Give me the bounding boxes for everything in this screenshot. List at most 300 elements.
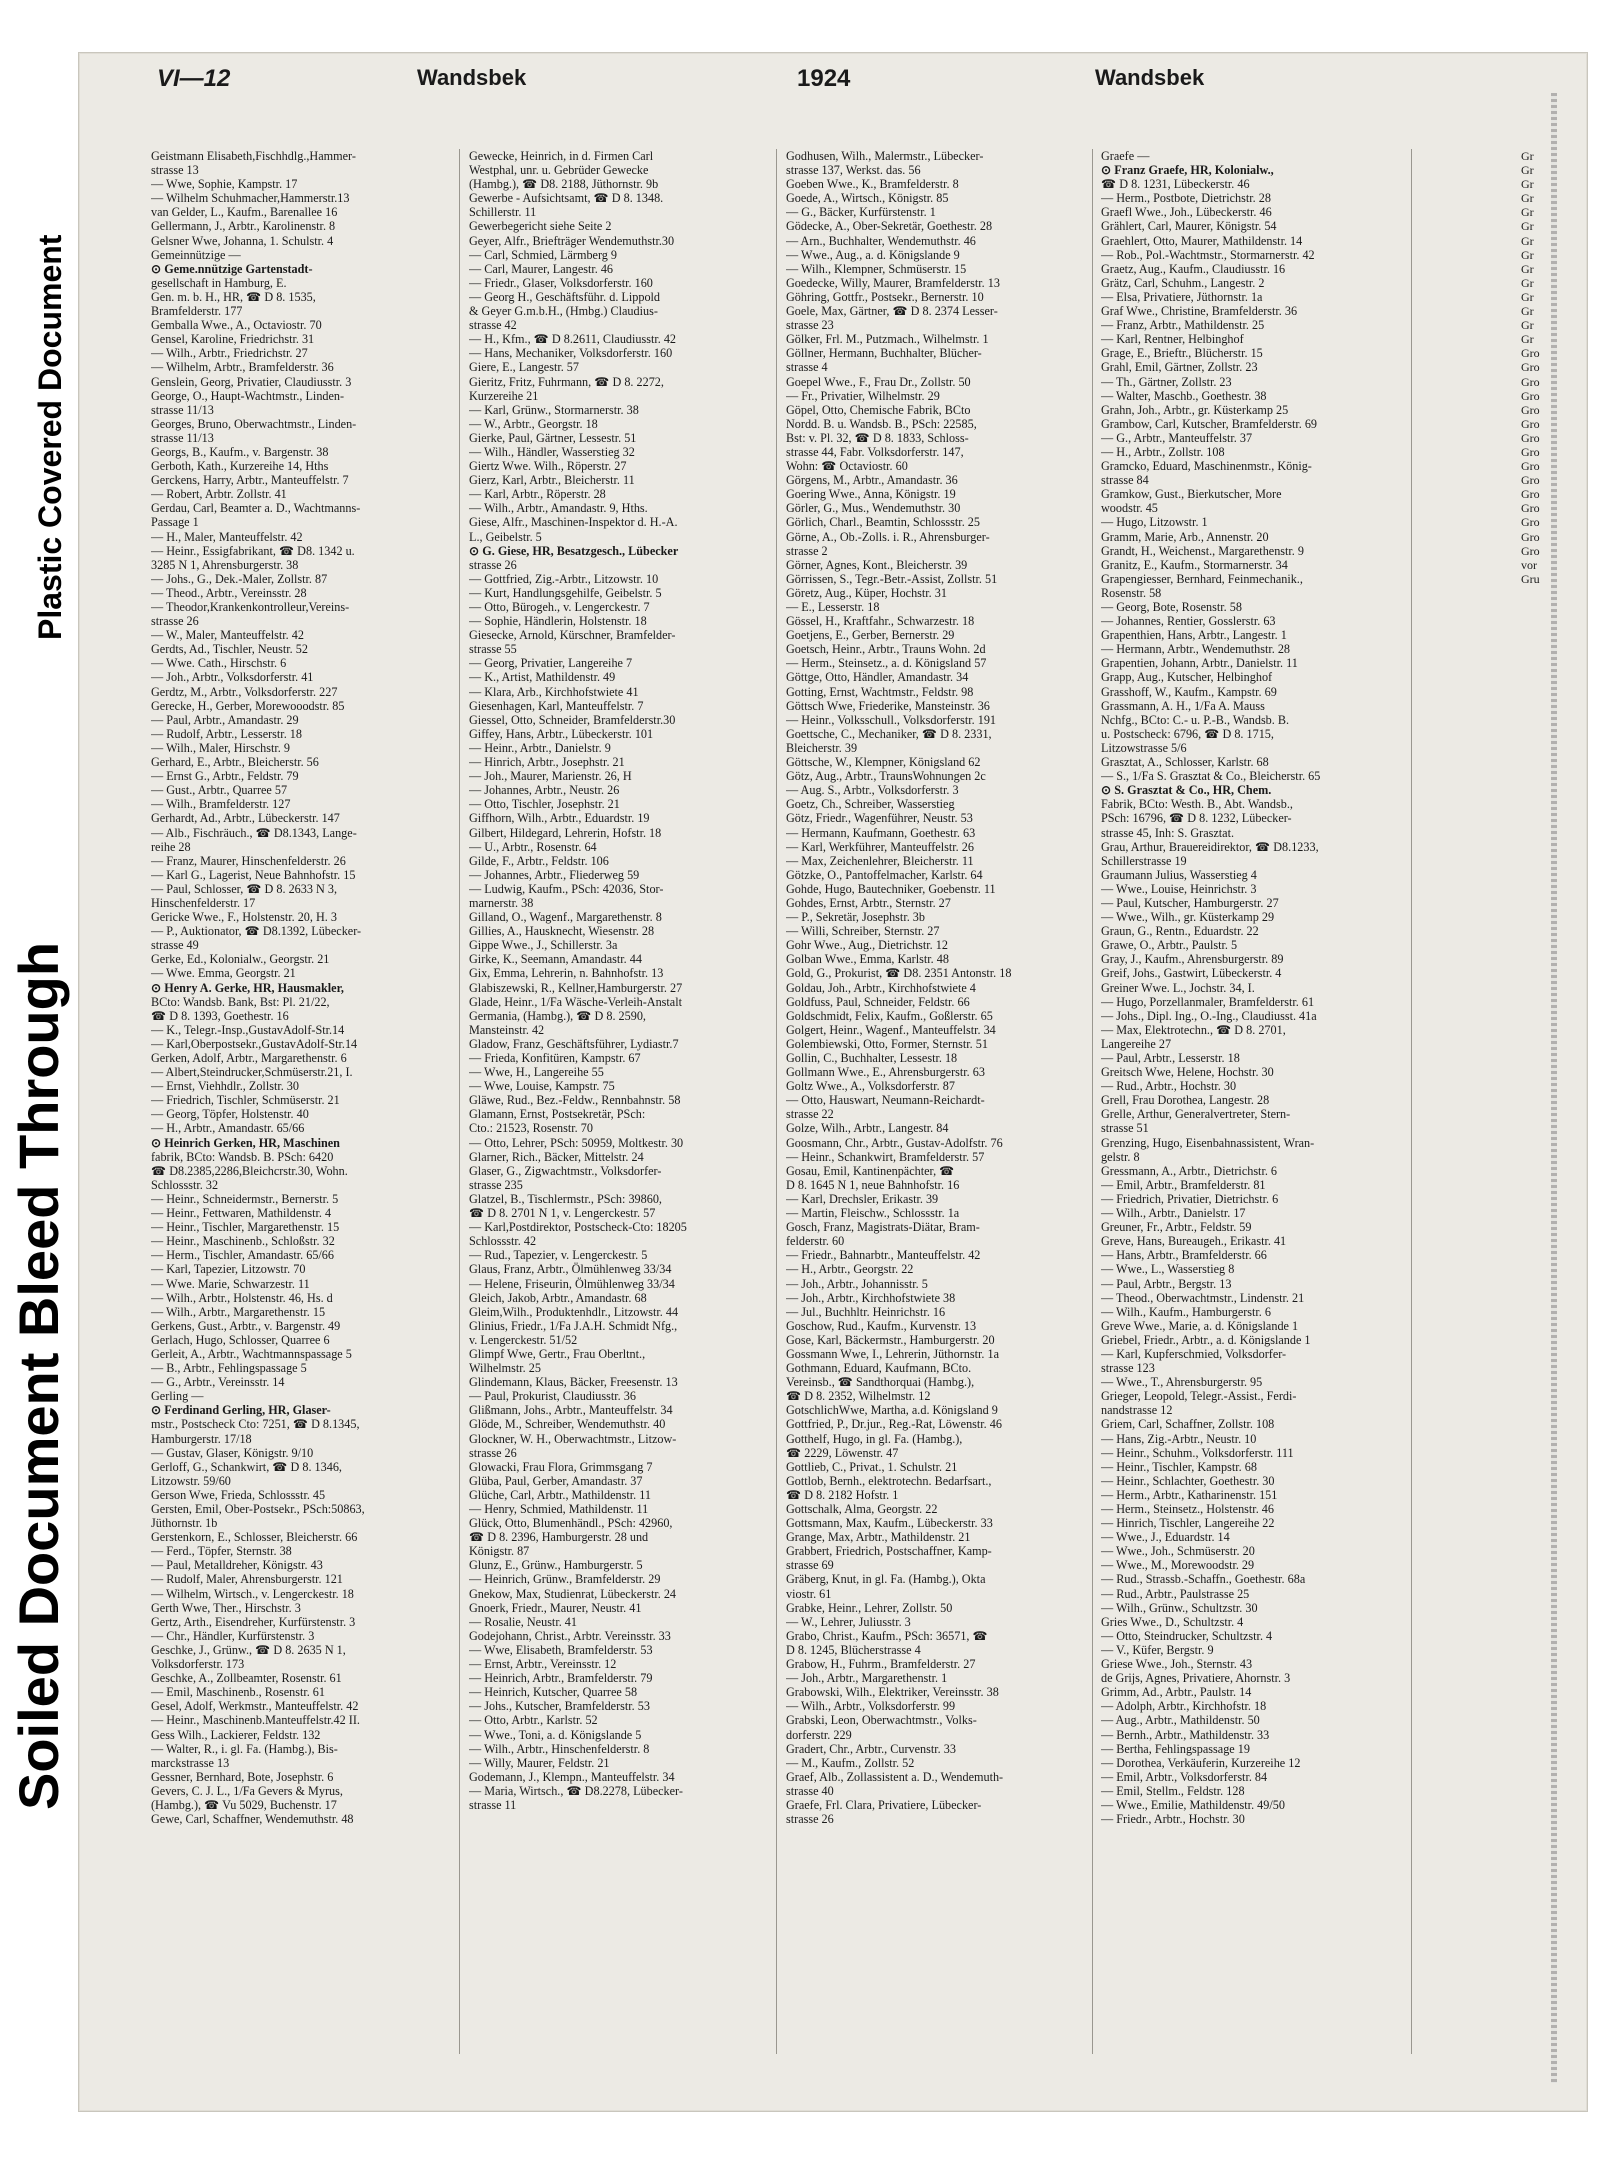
directory-entry-line: woodstr. 45 bbox=[1101, 501, 1158, 516]
directory-entry-line: — Wwe. Marie, Schwarzestr. 11 bbox=[151, 1276, 310, 1291]
directory-entry-line: — Wilh., Arbtr., Volksdorferstr. 99 bbox=[786, 1699, 956, 1714]
directory-entry-line: — Franz, Maurer, Hinschenfelderstr. 26 bbox=[151, 853, 346, 868]
directory-entry-line: — Henry, Schmied, Mathildenstr. 11 bbox=[469, 1502, 649, 1516]
directory-entry-line: Grabo, Christ., Kaufm., PSch: 36571, ☎ bbox=[786, 1628, 988, 1643]
directory-entry-line: — Adolph, Arbtr., Kirchhofstr. 18 bbox=[1101, 1699, 1267, 1714]
directory-entry-line: Glade, Heinr., 1/Fa Wäsche-Verleih-Anstalt bbox=[469, 994, 682, 1009]
directory-entry-line: Glöde, M., Schreiber, Wendemuthstr. 40 bbox=[469, 1417, 666, 1432]
directory-entry-line: ☎ D 8. 1231, Lübeckerstr. 46 bbox=[1101, 177, 1250, 192]
directory-entry-line: — Hinrich, Tischler, Langereihe 22 bbox=[1101, 1516, 1275, 1531]
directory-entry-line: — Heinr., Schuhm., Volksdorferstr. 111 bbox=[1101, 1445, 1294, 1460]
directory-entry-line: Gnoerk, Friedr., Maurer, Neustr. 41 bbox=[469, 1600, 642, 1615]
directory-entry-line: — Heinr., Maschinenb.Manteuffelstr.42 II. bbox=[151, 1713, 360, 1728]
directory-entry-line: Gieritz, Fritz, Fuhrmann, ☎ D 8. 2272, bbox=[469, 374, 664, 389]
directory-entry-line: — Georg, Töpfer, Holstenstr. 40 bbox=[151, 1107, 309, 1122]
directory-entry-line: (Hambg.), ☎ D8. 2188, Jüthornstr. 9b bbox=[469, 177, 659, 192]
directory-entry-line: — Heinr., Schlachter, Goethestr. 30 bbox=[1101, 1473, 1275, 1488]
directory-entry-line: strasse 44, Fabr. Volksdorferstr. 147, bbox=[786, 444, 964, 459]
directory-entry-line: — Wwe., Emilie, Mathildenstr. 49/50 bbox=[1101, 1797, 1285, 1812]
directory-entry-line: Glüba, Paul, Gerber, Amandastr. 37 bbox=[469, 1473, 643, 1488]
directory-entry-line: Gohdes, Ernst, Arbtr., Sternstr. 27 bbox=[786, 895, 951, 910]
directory-entry-line: Gelsner Wwe, Johanna, 1. Schulstr. 4 bbox=[151, 233, 334, 248]
directory-entry-line: Goele, Max, Gärtner, ☎ D 8. 2374 Lesser- bbox=[786, 304, 998, 319]
directory-entry-line: — Wwe, H., Langereihe 55 bbox=[469, 1065, 604, 1080]
directory-entry-line: Golze, Wilh., Arbtr., Langestr. 84 bbox=[786, 1121, 949, 1136]
directory-entry-line: — Theod., Oberwachtmstr., Lindenstr. 21 bbox=[1101, 1290, 1305, 1305]
directory-entry-line: fabrik, BCto: Wandsb. B. PSch: 6420 bbox=[151, 1149, 334, 1164]
column-divider bbox=[1092, 149, 1093, 2054]
directory-entry-line: — Wilh., Maler, Hirschstr. 9 bbox=[151, 740, 290, 755]
directory-entry-line: Gr bbox=[1521, 205, 1534, 220]
directory-entry-line: — Joh., Arbtr., Margarethenstr. 1 bbox=[786, 1671, 948, 1686]
directory-entry-line: — Martin, Fleischw., Schlossstr. 1a bbox=[786, 1206, 960, 1221]
directory-column-1 bbox=[151, 149, 451, 1826]
directory-entry-line: viostr. 61 bbox=[786, 1586, 832, 1601]
column-divider bbox=[776, 149, 777, 2054]
directory-entry-line: — Heinr., Volksschull., Volksdorferstr. 191 bbox=[786, 712, 997, 727]
directory-entry-line: Graumann Julius, Wasserstieg 4 bbox=[1101, 867, 1257, 882]
directory-entry-line: Gr bbox=[1521, 233, 1534, 248]
directory-entry-line: Goldfuss, Paul, Schneider, Feldstr. 66 bbox=[786, 994, 970, 1009]
directory-entry-line: Gerdau, Carl, Beamter a. D., Wachtmanns- bbox=[151, 501, 361, 516]
directory-entry-line: Grabski, Leon, Oberwachtmstr., Volks- bbox=[786, 1713, 977, 1728]
directory-entry-line: D 8. 1645 N 1, neue Bahnhofstr. 16 bbox=[786, 1177, 960, 1192]
directory-entry-line: — Kurt, Handlungsgehilfe, Geibelstr. 5 bbox=[469, 585, 662, 600]
directory-entry-line: Gerth Wwe, Ther., Hirschstr. 3 bbox=[151, 1600, 301, 1615]
directory-entry-line: Gladow, Franz, Geschäftsführer, Lydiastr.7 bbox=[469, 1036, 679, 1051]
directory-column-4 bbox=[1101, 149, 1401, 1826]
directory-entry-line: — Bernh., Arbtr., Mathildenstr. 33 bbox=[1101, 1727, 1270, 1742]
directory-entry-line: — Herm., Steinsetz., Holstenstr. 46 bbox=[1101, 1502, 1274, 1516]
directory-entry-line: — Friedr., Bahnarbtr., Manteuffelstr. 42 bbox=[786, 1248, 981, 1263]
directory-entry-line: felderstr. 60 bbox=[786, 1234, 845, 1249]
directory-entry-line: — Wilhelm, Wirtsch., v. Lengerckestr. 18 bbox=[151, 1586, 354, 1601]
directory-entry-line: Gilbert, Hildegard, Lehrerin, Hofstr. 18 bbox=[469, 825, 662, 840]
directory-entry-line: Wilhelmstr. 25 bbox=[469, 1361, 541, 1376]
directory-entry-line: Bleicherstr. 39 bbox=[786, 740, 858, 755]
directory-entry-line: — Joh., Arbtr., Volksdorferstr. 41 bbox=[151, 670, 314, 685]
directory-entry-line: Kurzereihe 21 bbox=[469, 388, 539, 403]
directory-entry-line: Goetsch, Heinr., Arbtr., Trauns Wohn. 2d bbox=[786, 642, 986, 657]
directory-entry-line: Gess Wilh., Lackierer, Feldstr. 132 bbox=[151, 1727, 321, 1742]
directory-entry-line: — Heinr., Essigfabrikant, ☎ D8. 1342 u. bbox=[151, 543, 355, 558]
directory-entry-line: strasse 4 bbox=[786, 360, 828, 375]
directory-entry-line: — Karl G., Lagerist, Neue Bahnhofstr. 15 bbox=[151, 867, 356, 882]
directory-entry-line: Goettsche, C., Mechaniker, ☎ D 8. 2331, bbox=[786, 726, 992, 741]
directory-entry-line: strasse 40 bbox=[786, 1783, 834, 1798]
directory-entry-line: Gries Wwe., D., Schultzstr. 4 bbox=[1101, 1614, 1244, 1629]
directory-entry-line: Gottlieb, C., Privat., 1. Schulstr. 21 bbox=[786, 1459, 958, 1474]
directory-entry-line: Giessel, Otto, Schneider, Bramfelderstr.30 bbox=[469, 712, 676, 727]
directory-entry-line: Schillerstr. 11 bbox=[469, 205, 537, 220]
directory-entry-line: u. Postscheck: 6796, ☎ D 8. 1715, bbox=[1101, 726, 1274, 741]
directory-entry-line: Grage, E., Brieftr., Blücherstr. 15 bbox=[1101, 346, 1263, 361]
directory-entry-line: Gottlob, Bernh., elektrotechn. Bedarfsart., bbox=[786, 1473, 992, 1488]
directory-entry-line: — Karl, Kupferschmied, Volksdorfer- bbox=[1101, 1346, 1287, 1361]
directory-entry-line: — Frieda, Konfitüren, Kampstr. 67 bbox=[469, 1051, 641, 1065]
directory-entry-line: — Wwe, Elisabeth, Bramfelderstr. 53 bbox=[469, 1642, 653, 1657]
directory-entry-line: Grandt, H., Weichenst., Margarethenstr. 9 bbox=[1101, 543, 1304, 558]
directory-entry-line: — Wilh., Arbtr., Friedrichstr. 27 bbox=[151, 346, 308, 361]
directory-entry-line: Glindemann, Klaus, Bäcker, Freesenstr. 13 bbox=[469, 1375, 678, 1390]
directory-entry-line: — Johs., G., Dek.-Maler, Zollstr. 87 bbox=[151, 571, 328, 586]
directory-entry-line: — Johannes, Arbtr., Neustr. 26 bbox=[469, 783, 620, 798]
directory-entry-line: ☎ D 8. 2352, Wilhelmstr. 12 bbox=[786, 1389, 931, 1404]
directory-entry-line: strasse 26 bbox=[469, 557, 517, 572]
directory-entry-line: — Herm., Postbote, Dietrichstr. 28 bbox=[1101, 191, 1271, 206]
directory-entry-line: — Heinrich, Grünw., Bramfelderstr. 29 bbox=[469, 1572, 661, 1587]
directory-entry-line: — Aug., Arbtr., Mathildenstr. 50 bbox=[1101, 1713, 1260, 1728]
directory-entry-line: strasse 26 bbox=[469, 1445, 517, 1460]
directory-entry-line: Golembiewski, Otto, Former, Sternstr. 51 bbox=[786, 1036, 988, 1051]
directory-entry-line: Glüche, Carl, Arbtr., Mathildenstr. 11 bbox=[469, 1487, 651, 1502]
directory-entry-line: Gro bbox=[1521, 515, 1540, 530]
directory-entry-line: — Elsa, Privatiere, Jüthornstr. 1a bbox=[1101, 289, 1263, 304]
directory-entry-line: strasse 84 bbox=[1101, 473, 1149, 488]
directory-entry-line: Goering Wwe., Anna, Königstr. 19 bbox=[786, 487, 956, 502]
directory-entry-line: Gilland, O., Wagenf., Margarethenstr. 8 bbox=[469, 910, 662, 925]
directory-entry-line: D 8. 1245, Blücherstrasse 4 bbox=[786, 1642, 921, 1657]
directory-entry-line: — Georg, Bote, Rosenstr. 58 bbox=[1101, 600, 1242, 614]
directory-entry-line: — Emil, Maschinenb., Rosenstr. 61 bbox=[151, 1685, 325, 1700]
directory-entry-line: — Rud., Tapezier, v. Lengerckestr. 5 bbox=[469, 1248, 648, 1263]
directory-entry-line: Hinschenfelderstr. 17 bbox=[151, 895, 256, 910]
directory-entry-line: — G., Arbtr., Manteuffelstr. 37 bbox=[1101, 430, 1253, 445]
directory-entry-line: — B., Arbtr., Fehlingspassage 5 bbox=[151, 1361, 307, 1376]
directory-entry-line: Görlich, Charl., Beamtin, Schlossstr. 25 bbox=[786, 515, 980, 530]
directory-entry-line: — Rud., Strassb.-Schaffn., Goethestr. 68a bbox=[1101, 1572, 1306, 1587]
directory-entry-line: — Paul, Arbtr., Amandastr. 29 bbox=[151, 712, 299, 727]
directory-entry-line: — Herm., Steinsetz., a. d. Königsland 57 bbox=[786, 656, 987, 671]
header-left-title: Wandsbek bbox=[417, 65, 527, 90]
directory-entry-line: ☎ D8.2385,2286,Bleichcrstr.30, Wohn. bbox=[151, 1163, 348, 1178]
directory-entry-line: gesellschaft in Hamburg, E. bbox=[151, 275, 287, 290]
directory-entry-line: Götz, Aug., Arbtr., TraunsWohnungen 2c bbox=[786, 769, 986, 784]
directory-entry-line: Fabrik, BCto: Westh. B., Abt. Wandsb., bbox=[1101, 797, 1293, 812]
directory-entry-line: — Wilh., Arbtr., Amandastr. 9, Hths. bbox=[469, 501, 648, 516]
directory-entry-line: Gollin, C., Buchhalter, Lessestr. 18 bbox=[786, 1051, 958, 1065]
directory-entry-line: Godejohann, Christ., Arbtr. Vereinsstr. 33 bbox=[469, 1628, 671, 1643]
directory-entry-line: — H., Arbtr., Zollstr. 108 bbox=[1101, 444, 1225, 459]
directory-entry-line: — Otto, Hauswart, Neumann-Reichardt- bbox=[786, 1093, 985, 1108]
directory-entry-line: — Karl,Postdirektor, Postscheck-Cto: 18205 bbox=[469, 1220, 687, 1235]
directory-entry-line: — Ernst, Arbtr., Vereinsstr. 12 bbox=[469, 1657, 617, 1672]
directory-entry-line: Gr bbox=[1521, 275, 1534, 290]
directory-entry-line: Glunz, E., Grünw., Hamburgerstr. 5 bbox=[469, 1558, 643, 1573]
directory-entry-line: ⊙ Ferdinand Gerling, HR, Glaser- bbox=[151, 1403, 331, 1418]
directory-entry-line: — Rosalie, Neustr. 41 bbox=[469, 1614, 577, 1629]
directory-entry-line: Goltz Wwe., A., Volksdorferstr. 87 bbox=[786, 1079, 955, 1094]
directory-column-5-fragment bbox=[1521, 149, 1581, 586]
directory-entry-line: — Hinrich, Arbtr., Josephstr. 21 bbox=[469, 755, 625, 770]
directory-entry-line: Glück, Otto, Blumenhändl., PSch: 42960, bbox=[469, 1516, 673, 1531]
directory-entry-line: Gersten, Emil, Ober-Postsekr., PSch:50863, bbox=[151, 1502, 365, 1516]
directory-entry-line: — Ferd., Töpfer, Sternstr. 38 bbox=[151, 1544, 292, 1559]
directory-entry-line: Gottschalk, Alma, Georgstr. 22 bbox=[786, 1502, 938, 1516]
directory-entry-line: Glißmann, Johs., Arbtr., Manteuffelstr. 34 bbox=[469, 1403, 673, 1418]
directory-entry-line: Gro bbox=[1521, 388, 1540, 403]
directory-entry-line: — Alb., Fischräuch., ☎ D8.1343, Lange- bbox=[151, 825, 357, 840]
directory-entry-line: — H., Arbtr., Georgstr. 22 bbox=[786, 1262, 914, 1277]
directory-entry-line: — Heinr., Fettwaren, Mathildenstr. 4 bbox=[151, 1206, 332, 1221]
directory-entry-line: Gr bbox=[1521, 289, 1534, 304]
directory-entry-line: — Albert,Steindrucker,Schmüserstr.21, I. bbox=[151, 1065, 353, 1080]
column-divider bbox=[1411, 149, 1412, 2054]
directory-entry-line: Grelle, Arthur, Generalvertreter, Stern- bbox=[1101, 1107, 1291, 1122]
directory-entry-line: — Wwe., Aug., a. d. Königslande 9 bbox=[786, 247, 960, 262]
directory-entry-line: Graun, G., Rentn., Eduardstr. 22 bbox=[1101, 924, 1259, 939]
directory-entry-line: — Karl, Arbtr., Röperstr. 28 bbox=[469, 487, 606, 502]
directory-entry-line: Jüthornstr. 1b bbox=[151, 1516, 218, 1531]
directory-entry-line: Gilde, F., Arbtr., Feldstr. 106 bbox=[469, 853, 609, 868]
directory-entry-line: — Wilh., Klempner, Schmüserstr. 15 bbox=[786, 261, 967, 276]
directory-entry-line: Gr bbox=[1521, 247, 1534, 262]
directory-entry-line: Goede, A., Wirtsch., Königstr. 85 bbox=[786, 191, 949, 206]
directory-entry-line: Glaser, G., Zigwachtmstr., Volksdorfer- bbox=[469, 1163, 662, 1178]
directory-entry-line: Gierke, Paul, Gärtner, Lessestr. 51 bbox=[469, 430, 637, 445]
directory-entry-line: ☎ D 8. 1393, Goethestr. 16 bbox=[151, 1008, 289, 1023]
directory-entry-line: Greve Wwe., Marie, a. d. Königslande 1 bbox=[1101, 1318, 1299, 1333]
directory-entry-line: v. Lengerckestr. 51/52 bbox=[469, 1332, 578, 1347]
directory-entry-line: Gottfried, P., Dr.jur., Reg.-Rat, Löwenstr. 46 bbox=[786, 1417, 1002, 1432]
directory-entry-line: ⊙ S. Grasztat & Co., HR, Chem. bbox=[1101, 783, 1272, 798]
directory-entry-line: — Max, Zeichenlehrer, Bleicherstr. 11 bbox=[786, 853, 974, 868]
directory-entry-line: Golban Wwe., Emma, Karlstr. 48 bbox=[786, 952, 949, 967]
directory-entry-line: — K., Artist, Mathildenstr. 49 bbox=[469, 670, 616, 685]
directory-entry-line: Nordd. B. u. Wandsb. B., PSch: 22585, bbox=[786, 416, 977, 431]
directory-entry-line: Gro bbox=[1521, 543, 1540, 558]
directory-entry-line: — Wwe., Toni, a. d. Königslande 5 bbox=[469, 1727, 642, 1742]
directory-entry-line: Gölker, Frl. M., Putzmach., Wilhelmstr. 1 bbox=[786, 332, 989, 347]
directory-entry-line: Gierz, Karl, Arbtr., Bleicherstr. 11 bbox=[469, 473, 635, 488]
directory-entry-line: Goldschmidt, Felix, Kaufm., Goßlerstr. 65 bbox=[786, 1008, 993, 1023]
directory-entry-line: Gru bbox=[1521, 571, 1540, 586]
directory-entry-line: strasse 55 bbox=[469, 642, 517, 657]
directory-entry-line: Grabbert, Friedrich, Postschaffner, Kamp- bbox=[786, 1544, 992, 1559]
directory-entry-line: strasse 26 bbox=[151, 614, 199, 629]
directory-entry-line: — Hermann, Kaufmann, Goethestr. 63 bbox=[786, 825, 976, 840]
directory-entry-line: Gohr Wwe., Aug., Dietrichstr. 12 bbox=[786, 938, 948, 953]
directory-entry-line: Gossmann Wwe, I., Lehrerin, Jüthornstr. 1a bbox=[786, 1346, 1000, 1361]
directory-entry-line: — Paul, Kutscher, Hamburgerstr. 27 bbox=[1101, 895, 1279, 910]
directory-entry-line: Mansteinstr. 42 bbox=[469, 1022, 545, 1037]
directory-entry-line: Graefl Wwe., Joh., Lübeckerstr. 46 bbox=[1101, 205, 1272, 220]
directory-entry-line: Griem, Carl, Schaffner, Zollstr. 108 bbox=[1101, 1417, 1275, 1432]
directory-entry-line: — W., Arbtr., Georgstr. 18 bbox=[469, 416, 598, 431]
directory-entry-line: — Dorothea, Verkäuferin, Kurzereihe 12 bbox=[1101, 1755, 1301, 1770]
directory-column-3 bbox=[786, 149, 1086, 1826]
directory-entry-line: — Heinr., Tischler, Margarethenstr. 15 bbox=[151, 1220, 340, 1235]
directory-entry-line: Greuner, Fr., Arbtr., Feldstr. 59 bbox=[1101, 1220, 1252, 1235]
directory-entry-line: — Karl,Oberpostsekr.,GustavAdolf-Str.14 bbox=[151, 1036, 358, 1051]
directory-entry-line: — Otto, Tischler, Josephstr. 21 bbox=[469, 797, 620, 812]
directory-entry-line: Grasshoff, W., Kaufm., Kampstr. 69 bbox=[1101, 684, 1277, 699]
directory-entry-line: — U., Arbtr., Rosenstr. 64 bbox=[469, 839, 597, 854]
directory-entry-line: Glockner, W. H., Oberwachtmstr., Litzow- bbox=[469, 1431, 677, 1446]
directory-entry-line: Gerckens, Harry, Arbtr., Manteuffelstr. 7 bbox=[151, 473, 349, 488]
directory-entry-line: Glimpf Wwe, Gertr., Frau Oberltnt., bbox=[469, 1346, 646, 1361]
directory-entry-line: — Georg H., Geschäftsführ. d. Lippold bbox=[469, 289, 661, 304]
directory-entry-line: Goedecke, Willy, Maurer, Bramfelderstr. 13 bbox=[786, 275, 1000, 290]
directory-entry-line: — Wwe., Louise, Heinrichstr. 3 bbox=[1101, 881, 1257, 896]
directory-entry-line: 3285 N 1, Ahrensburgerstr. 38 bbox=[151, 557, 299, 572]
directory-entry-line: — Rob., Pol.-Wachtmstr., Stormarnerstr. 42 bbox=[1101, 247, 1315, 262]
directory-entry-line: Gro bbox=[1521, 459, 1540, 474]
directory-entry-line: Königstr. 87 bbox=[469, 1544, 530, 1559]
directory-entry-line: Gr bbox=[1521, 304, 1534, 319]
directory-entry-line: Gro bbox=[1521, 529, 1540, 544]
directory-entry-line: Geschke, J., Grünw., ☎ D 8. 2635 N 1, bbox=[151, 1642, 346, 1657]
directory-entry-line: marckstrasse 13 bbox=[151, 1755, 230, 1770]
directory-entry-line: Gerke, Ed., Kolonialw., Georgstr. 21 bbox=[151, 952, 330, 967]
directory-entry-line: — Herm., Tischler, Amandastr. 65/66 bbox=[151, 1248, 334, 1263]
directory-entry-line: Gotthelf, Hugo, in gl. Fa. (Hambg.), bbox=[786, 1431, 963, 1446]
directory-entry-line: — P., Sekretär, Josephstr. 3b bbox=[786, 910, 925, 925]
directory-entry-line: Nchfg., BCto: C.- u. P.-B., Wandsb. B. bbox=[1101, 712, 1290, 727]
directory-entry-line: Gold, G., Prokurist, ☎ D8. 2351 Antonstr. 18 bbox=[786, 966, 1012, 981]
directory-entry-line: Gr bbox=[1521, 177, 1534, 192]
directory-entry-line: Gro bbox=[1521, 374, 1540, 389]
directory-entry-line: Gr bbox=[1521, 191, 1534, 206]
directory-entry-line: strasse 2 bbox=[786, 543, 828, 558]
directory-entry-line: Gerleit, A., Arbtr., Wachtmannspassage 5 bbox=[151, 1346, 352, 1361]
directory-entry-line: Grahl, Emil, Gärtner, Zollstr. 23 bbox=[1101, 360, 1258, 375]
directory-entry-line: Germania, (Hambg.), ☎ D 8. 2590, bbox=[469, 1008, 646, 1023]
directory-entry-line: — Emil, Arbtr., Bramfelderstr. 81 bbox=[1101, 1177, 1266, 1192]
directory-entry-line: gelstr. 8 bbox=[1101, 1149, 1140, 1164]
directory-entry-line: Godhusen, Wilh., Malermstr., Lübecker- bbox=[786, 149, 984, 163]
directory-entry-line: — Wwe., L., Wasserstieg 8 bbox=[1101, 1262, 1235, 1277]
directory-entry-line: — Joh., Arbtr., Kirchhofstwiete 38 bbox=[786, 1290, 956, 1305]
directory-entry-line: Gerling — bbox=[151, 1389, 204, 1404]
directory-entry-line: Giesecke, Arnold, Kürschner, Bramfelder- bbox=[469, 628, 676, 643]
directory-entry-line: ☎ D 8. 2182 Hofstr. 1 bbox=[786, 1487, 899, 1502]
directory-entry-line: de Grijs, Agnes, Privatiere, Ahornstr. 3 bbox=[1101, 1671, 1291, 1686]
directory-entry-line: Giertz Wwe. Wilh., Röperstr. 27 bbox=[469, 459, 627, 474]
directory-entry-line: Litzowstr. 59/60 bbox=[151, 1473, 231, 1488]
directory-entry-line: Gerdtz, M., Arbtr., Volksdorferstr. 227 bbox=[151, 684, 338, 699]
soiled-bleed-label: Soiled Document Bleed Through bbox=[7, 941, 70, 1810]
directory-entry-line: — G., Arbtr., Vereinsstr. 14 bbox=[151, 1375, 285, 1390]
directory-entry-line: — Theodor,Krankenkontrolleur,Vereins- bbox=[151, 600, 350, 614]
directory-entry-line: — Franz, Arbtr., Mathildenstr. 25 bbox=[1101, 318, 1265, 333]
directory-entry-line: — E., Lesserstr. 18 bbox=[786, 600, 880, 614]
directory-entry-line: — Johs., Dipl. Ing., O.-Ing., Claudiusst. 41a bbox=[1101, 1008, 1317, 1023]
directory-entry-line: — Wwe., Joh., Schmüserstr. 20 bbox=[1101, 1544, 1255, 1559]
directory-entry-line: dorferstr. 229 bbox=[786, 1727, 852, 1742]
directory-entry-line: — Wwe., J., Eduardstr. 14 bbox=[1101, 1530, 1230, 1545]
directory-entry-line: — Hans, Arbtr., Bramfelderstr. 66 bbox=[1101, 1248, 1267, 1263]
directory-entry-line: — Heinr., Arbtr., Danielstr. 9 bbox=[469, 740, 611, 755]
directory-entry-line: Godemann, J., Klempn., Manteuffelstr. 34 bbox=[469, 1769, 675, 1784]
directory-entry-line: Gertz, Arth., Eisendreher, Kurfürstenstr. 3 bbox=[151, 1614, 356, 1629]
directory-entry-line: — Wwe. Cath., Hirschstr. 6 bbox=[151, 656, 287, 671]
directory-entry-line: Bramfelderstr. 177 bbox=[151, 304, 243, 319]
directory-entry-line: Gellermann, J., Arbtr., Karolinenstr. 8 bbox=[151, 219, 336, 234]
directory-entry-line: Grahn, Joh., Arbtr., gr. Küsterkamp 25 bbox=[1101, 402, 1289, 417]
directory-entry-line: Giffhorn, Wilh., Arbtr., Eduardstr. 19 bbox=[469, 811, 650, 826]
directory-entry-line: — Karl, Werkführer, Manteuffelstr. 26 bbox=[786, 839, 974, 854]
directory-entry-line: Volksdorferstr. 173 bbox=[151, 1657, 245, 1672]
directory-entry-line: — Johannes, Arbtr., Fliederweg 59 bbox=[469, 867, 640, 882]
directory-entry-line: — Maria, Wirtsch., ☎ D8.2278, Lübecker- bbox=[469, 1783, 683, 1798]
directory-entry-line: — Wwe, Louise, Kampstr. 75 bbox=[469, 1079, 615, 1094]
directory-entry-line: Görne, A., Ob.-Zolls. i. R., Ahrensburger- bbox=[786, 529, 990, 544]
directory-entry-line: — W., Lehrer, Juliusstr. 3 bbox=[786, 1614, 911, 1629]
directory-entry-line: Gerhardt, Ad., Arbtr., Lübeckerstr. 147 bbox=[151, 811, 340, 826]
directory-entry-line: strasse 11/13 bbox=[151, 430, 214, 445]
directory-entry-line: strasse 26 bbox=[786, 1812, 834, 1827]
directory-entry-line: Gensel, Karoline, Friedrichstr. 31 bbox=[151, 332, 315, 347]
directory-entry-line: — Wwe., M., Morewoodstr. 29 bbox=[1101, 1558, 1255, 1573]
directory-entry-line: — Wilh., Arbtr., Holstenstr. 46, Hs. d bbox=[151, 1290, 333, 1305]
directory-entry-line: Grau, Arthur, Brauereidirektor, ☎ D8.1233, bbox=[1101, 839, 1319, 854]
directory-entry-line: Gosau, Emil, Kantinenpächter, ☎ bbox=[786, 1163, 955, 1178]
directory-entry-line: Gose, Karl, Bäckermstr., Hamburgerstr. 20 bbox=[786, 1332, 995, 1347]
directory-entry-line: Gewerbe - Aufsichtsamt, ☎ D 8. 1348. bbox=[469, 191, 664, 206]
directory-entry-line: PSch: 16796, ☎ D 8. 1232, Lübecker- bbox=[1101, 811, 1292, 826]
directory-entry-line: — Johannes, Rentier, Gosslerstr. 63 bbox=[1101, 614, 1276, 629]
directory-entry-line: — Hermann, Arbtr., Wendemuthstr. 28 bbox=[1101, 642, 1291, 657]
directory-entry-line: — Friedr., Glaser, Volksdorferstr. 160 bbox=[469, 275, 653, 290]
directory-entry-line: ⊙ Franz Graefe, HR, Kolonialw., bbox=[1101, 163, 1274, 178]
directory-entry-line: Gräberg, Knut, in gl. Fa. (Hambg.), Okta bbox=[786, 1572, 986, 1587]
directory-entry-line: — Sophie, Händlerin, Holstenstr. 18 bbox=[469, 614, 647, 629]
directory-entry-line: L., Geibelstr. 5 bbox=[469, 529, 542, 544]
directory-entry-line: Göttsch Wwe, Friederike, Mansteinstr. 36 bbox=[786, 698, 990, 713]
directory-entry-line: Griebel, Friedr., Arbtr., a. d. Königslande 1 bbox=[1101, 1332, 1311, 1347]
directory-entry-line: strasse 23 bbox=[786, 318, 834, 333]
directory-entry-line: Girke, K., Seemann, Amandastr. 44 bbox=[469, 952, 642, 967]
directory-entry-line: van Gelder, L., Kaufm., Barenallee 16 bbox=[151, 205, 338, 220]
directory-entry-line: Gressmann, A., Arbtr., Dietrichstr. 6 bbox=[1101, 1163, 1278, 1178]
directory-entry-line: — Wilhelm, Arbtr., Bramfelderstr. 36 bbox=[151, 360, 334, 375]
directory-entry-line: — Joh., Maurer, Marienstr. 26, H bbox=[469, 769, 632, 784]
directory-entry-line: Wohn: ☎ Octaviostr. 60 bbox=[786, 459, 908, 474]
directory-entry-line: — Karl, Tapezier, Litzowstr. 70 bbox=[151, 1262, 306, 1277]
directory-entry-line: Gerecke, H., Gerber, Morewooodstr. 85 bbox=[151, 698, 345, 713]
directory-entry-line: Rosenstr. 58 bbox=[1101, 585, 1162, 600]
directory-entry-line: Giese, Alfr., Maschinen-Inspektor d. H.-A. bbox=[469, 515, 678, 530]
directory-entry-line: — Heinr., Tischler, Kampstr. 68 bbox=[1101, 1459, 1257, 1474]
directory-entry-line: Grählert, Carl, Maurer, Königstr. 54 bbox=[1101, 219, 1277, 234]
directory-entry-line: Grasztat, A., Schlosser, Karlstr. 68 bbox=[1101, 755, 1269, 770]
directory-entry-line: Gro bbox=[1521, 444, 1540, 459]
directory-entry-line: Grabow, H., Fuhrm., Bramfelderstr. 27 bbox=[786, 1657, 976, 1672]
directory-entry-line: — H., Kfm., ☎ D 8.2611, Claudiusstr. 42 bbox=[469, 332, 677, 347]
directory-entry-line: Goeben Wwe., K., Bramfelderstr. 8 bbox=[786, 177, 959, 192]
directory-entry-line: — Helene, Friseurin, Ölmühlenweg 33/34 bbox=[469, 1276, 675, 1291]
directory-entry-line: Grätz, Carl, Schuhm., Langestr. 2 bbox=[1101, 275, 1265, 290]
directory-entry-line: Grieger, Leopold, Telegr.-Assist., Ferdi- bbox=[1101, 1389, 1297, 1404]
directory-entry-line: — Gustav, Glaser, Königstr. 9/10 bbox=[151, 1445, 314, 1460]
directory-entry-line: ☎ 2229, Löwenstr. 47 bbox=[786, 1445, 899, 1460]
directory-entry-line: Grapengiesser, Bernhard, Feinmechanik., bbox=[1101, 571, 1303, 586]
directory-entry-line: Gix, Emma, Lehrerin, n. Bahnhofstr. 13 bbox=[469, 966, 664, 981]
directory-entry-line: — Willy, Maurer, Feldstr. 21 bbox=[469, 1755, 610, 1770]
directory-entry-line: strasse 137, Werkst. das. 56 bbox=[786, 163, 921, 178]
directory-entry-line: Gothmann, Eduard, Kaufmann, BCto. bbox=[786, 1361, 972, 1376]
directory-entry-line: Graefe — bbox=[1101, 149, 1150, 163]
directory-entry-line: Greitsch Wwe, Helene, Hochstr. 30 bbox=[1101, 1065, 1274, 1080]
directory-entry-line: Gesel, Adolf, Werkmstr., Manteuffelstr. 42 bbox=[151, 1699, 359, 1714]
directory-entry-line: Gr bbox=[1521, 149, 1534, 163]
directory-entry-line: Gotting, Ernst, Wachtmstr., Feldstr. 98 bbox=[786, 684, 974, 699]
directory-entry-line: Geschke, A., Zollbeamter, Rosenstr. 61 bbox=[151, 1671, 342, 1686]
directory-entry-line: — Th., Gärtner, Zollstr. 23 bbox=[1101, 374, 1232, 389]
directory-entry-line: Grapenthien, Hans, Arbtr., Langestr. 1 bbox=[1101, 628, 1287, 643]
directory-entry-line: — Fr., Privatier, Wilhelmstr. 29 bbox=[786, 388, 940, 403]
